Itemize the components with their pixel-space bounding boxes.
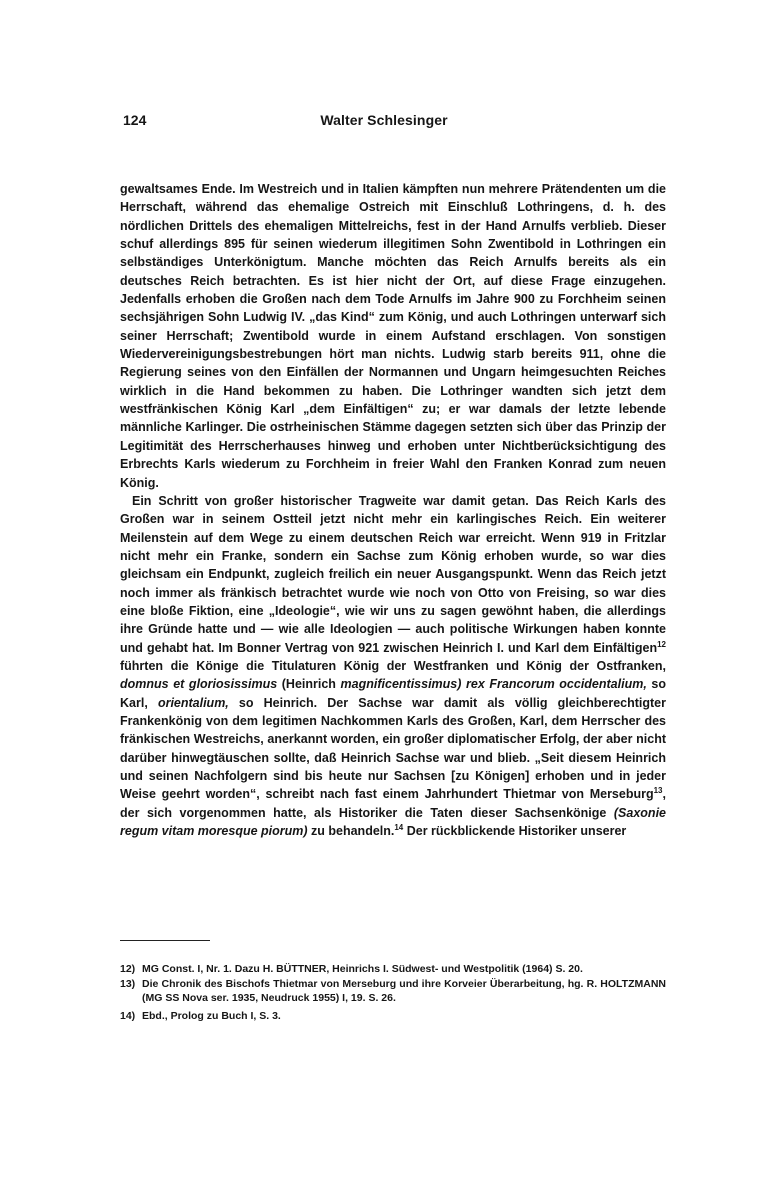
footnote-ref-13: 13 <box>653 786 663 796</box>
body-text <box>120 180 666 840</box>
paragraph-1 <box>120 180 666 492</box>
footnote-separator <box>120 940 210 941</box>
footnote-ref-12: 12 <box>657 639 666 649</box>
footnote-number: 13) <box>120 977 136 990</box>
latin-phrase-2: magnificentissimus) rex Francorum occidentalium, <box>340 677 647 692</box>
page-number: 124 <box>123 112 147 128</box>
footnote-13 <box>120 977 666 1006</box>
footnote-number: 14) <box>120 1009 136 1022</box>
paragraph-2 <box>120 492 666 841</box>
footnote-12 <box>120 962 666 977</box>
footnote-text: Ebd., Prolog zu Buch I, S. 3. <box>142 1009 281 1022</box>
paragraph-2-text-2: führten die Könige die Titulaturen König der Westfranken und König der Ostfranken, <box>120 658 666 673</box>
footnote-number: 12) <box>120 963 136 975</box>
paragraph-2-text-7: zu behandeln. <box>307 824 395 839</box>
running-head: Walter Schlesinger <box>320 112 448 128</box>
paragraph-2-text-5: so Heinrich. Der Sachse war damit als völlig gleichberechtigter Frankenkönig von dem legitimen Nachkommen Karls des Großen, Karl, dem Herrscher des fränkischen Westreichs, anerkannt worden, ein großer diplomatischer Erfolg, der aber nicht darüber hinwegtäuschen sollte, daß Heinrich Sachse war und blieb. „Seit diesem Heinrich und seinen Nachfolgern sind bis heute nur Sachsen [zu Königen] erhoben und in jeder Weise geehrt worden“, schreibt nach fast einem Jahrhundert Thietmar von Merseburg <box>120 695 666 802</box>
paragraph-2-text-6: , der sich vorgenommen hatte, als Historiker die Taten dieser Sachsenkönige <box>120 787 666 820</box>
paragraph-2-text-3: (Heinrich <box>277 677 341 692</box>
paragraph-2-text-4: so Karl, <box>120 677 667 710</box>
latin-phrase-4: (Saxonie regum vitam moresque piorum) <box>120 805 666 839</box>
latin-phrase-1: domnus et gloriosissimus <box>120 677 278 692</box>
paragraph-1-text: gewaltsames Ende. Im Westreich und in Italien kämpften nun mehrere Prätendenten um die Herrschaft, während das ehemalige Ostreich mit Einschluß Lothringens, d. h. des nördlichen Drittels des ehemaligen Mittelreichs, fest in der Hand Arnulfs verblieb. Dieser schuf allerdings 895 für seinen wiederum illegitimen Sohn Zwentibold in Lothringen ein selbständiges Unterkönigtum. Manche möchten das Reich Arnulfs bereits als ein deutsches Reich betrachten. Es ist hier nicht der Ort, auf diese Frage einzugehen. Jedenfalls erhoben die Großen nach dem Tode Arnulfs im Jahre 900 zu Forchheim seinen sechsjährigen Sohn Ludwig IV. „das Kind“ zum König, und auch Lothringen unterwarf sich seiner Herrschaft; Zwentibold wurde in einem Aufstand erschlagen. Von sonstigen Wiedervereinigungsbestrebungen hört man nichts. Ludwig starb bereits 911, ohne die Regierung seines von den Einfällen der Normannen und Ungarn heimgesuchten Reiches wirklich in die Hand bekommen zu haben. Die Lothringer wandten sich jetzt dem westfränkischen König Karl „dem Einfältigen“ zu; er war damals der letzte lebende männliche Karlinger. Die ostrheinischen Stämme dagegen setzten sich über das Prinzip der Legitimität des Herrscherhauses hinweg und erhoben unter Nichtberücksichtigung des Erbrechts Karls wiederum zu Forchheim in freier Wahl den Franken Konrad zum neuen König. <box>120 182 666 490</box>
footnote-14 <box>120 1009 666 1024</box>
footnotes <box>120 962 666 1023</box>
footnote-ref-14: 14 <box>394 823 404 833</box>
paragraph-2-text-1: Ein Schritt von großer historischer Tragweite war damit getan. Das Reich Karls des Großen war in seinem Ostteil jetzt nicht mehr ein karlingisches Reich. Ein weiterer Meilenstein auf dem Wege zu einem deutschen Reich war erreicht. Wenn 919 in Fritzlar nicht mehr ein Franke, sondern ein Sachse zum König erhoben wurde, so war dies gleichsam ein Endpunkt, zugleich freilich ein neuer Ausgangspunkt. Wenn das Reich jetzt noch immer als fränkisch betrachtet wurde wie noch von Otto von Freising, so war dies eine bloße Fiktion, eine „Ideologie“, wie wir uns zu sagen gewöhnt haben, die allerdings ihre Gründe hatte und — wie alle Ideologien — auch politische Wirkungen haben konnte und gehabt hat. Im Bonner Vertrag von 921 zwischen Heinrich I. und Karl dem Einfältigen <box>120 493 666 655</box>
footnote-text: MG Const. I, Nr. 1. Dazu H. BÜTTNER, Heinrichs I. Südwest- und Westpolitik (1964) S. 20. <box>142 963 583 975</box>
footnote-text: Die Chronik des Bischofs Thietmar von Merseburg und ihre Korveier Überarbeitung, hg. R. HOLTZMANN (MG SS Nova ser. 1935, Neudruck 1955) I, 19. S. 26. <box>142 977 666 1004</box>
paragraph-2-text-8: Der rückblickende Historiker unserer <box>403 824 627 839</box>
latin-phrase-3: orientalium, <box>157 695 229 710</box>
